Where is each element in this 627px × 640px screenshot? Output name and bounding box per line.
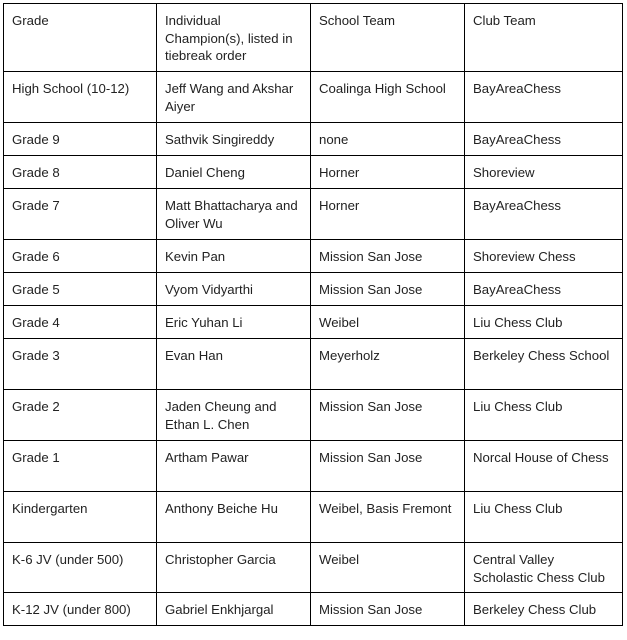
cell-club-team: Berkeley Chess Club [465, 593, 623, 626]
cell-school-team: Mission San Jose [311, 240, 465, 273]
cell-club-team: Liu Chess Club [465, 306, 623, 339]
cell-school-team: Coalinga High School [311, 72, 465, 123]
cell-school-team: Mission San Jose [311, 273, 465, 306]
cell-school-team: Horner [311, 156, 465, 189]
cell-club-team: BayAreaChess [465, 72, 623, 123]
cell-grade: Grade 1 [4, 441, 157, 492]
cell-school-team: Weibel, Basis Fremont [311, 492, 465, 543]
cell-club-team: BayAreaChess [465, 273, 623, 306]
cell-champion: Kevin Pan [157, 240, 311, 273]
cell-club-team: Shoreview Chess [465, 240, 623, 273]
cell-club-team: Liu Chess Club [465, 390, 623, 441]
header-grade: Grade [4, 4, 157, 72]
results-table-container [3, 3, 623, 626]
cell-champion: Evan Han [157, 339, 311, 390]
cell-grade: Grade 2 [4, 390, 157, 441]
cell-club-team: Berkeley Chess School [465, 339, 623, 390]
table-row [4, 390, 623, 441]
table-row [4, 240, 623, 273]
cell-club-team: Liu Chess Club [465, 492, 623, 543]
cell-grade: Grade 8 [4, 156, 157, 189]
cell-grade: Grade 6 [4, 240, 157, 273]
cell-champion: Daniel Cheng [157, 156, 311, 189]
table-row [4, 72, 623, 123]
table-row [4, 306, 623, 339]
table-row [4, 189, 623, 240]
cell-grade: Grade 4 [4, 306, 157, 339]
table-row [4, 492, 623, 543]
table-row [4, 339, 623, 390]
cell-champion: Matt Bhattacharya and Oliver Wu [157, 189, 311, 240]
cell-champion: Vyom Vidyarthi [157, 273, 311, 306]
table-header-row [4, 4, 623, 72]
header-school-team: School Team [311, 4, 465, 72]
cell-club-team: BayAreaChess [465, 189, 623, 240]
cell-champion: Jaden Cheung and Ethan L. Chen [157, 390, 311, 441]
cell-grade: Grade 9 [4, 123, 157, 156]
cell-champion: Anthony Beiche Hu [157, 492, 311, 543]
cell-champion: Gabriel Enkhjargal [157, 593, 311, 626]
table-row [4, 273, 623, 306]
cell-grade: K-12 JV (under 800) [4, 593, 157, 626]
cell-school-team: Weibel [311, 543, 465, 593]
cell-champion: Sathvik Singireddy [157, 123, 311, 156]
cell-school-team: Meyerholz [311, 339, 465, 390]
cell-school-team: Weibel [311, 306, 465, 339]
cell-grade: Grade 3 [4, 339, 157, 390]
cell-champion: Eric Yuhan Li [157, 306, 311, 339]
cell-club-team: Norcal House of Chess [465, 441, 623, 492]
table-row [4, 441, 623, 492]
cell-school-team: none [311, 123, 465, 156]
table-row [4, 156, 623, 189]
cell-grade: Grade 5 [4, 273, 157, 306]
champions-table [3, 3, 623, 626]
cell-school-team: Mission San Jose [311, 441, 465, 492]
cell-club-team: Shoreview [465, 156, 623, 189]
header-club-team: Club Team [465, 4, 623, 72]
cell-school-team: Horner [311, 189, 465, 240]
cell-club-team: BayAreaChess [465, 123, 623, 156]
table-row [4, 593, 623, 626]
table-row [4, 543, 623, 593]
cell-grade: K-6 JV (under 500) [4, 543, 157, 593]
cell-grade: High School (10-12) [4, 72, 157, 123]
cell-grade: Kindergarten [4, 492, 157, 543]
cell-club-team: Central Valley Scholastic Chess Club [465, 543, 623, 593]
cell-champion: Jeff Wang and Akshar Aiyer [157, 72, 311, 123]
header-individual-champions: Individual Champion(s), listed in tiebreak order [157, 4, 311, 72]
cell-school-team: Mission San Jose [311, 390, 465, 441]
cell-champion: Christopher Garcia [157, 543, 311, 593]
table-row [4, 123, 623, 156]
cell-champion: Artham Pawar [157, 441, 311, 492]
cell-school-team: Mission San Jose [311, 593, 465, 626]
cell-grade: Grade 7 [4, 189, 157, 240]
